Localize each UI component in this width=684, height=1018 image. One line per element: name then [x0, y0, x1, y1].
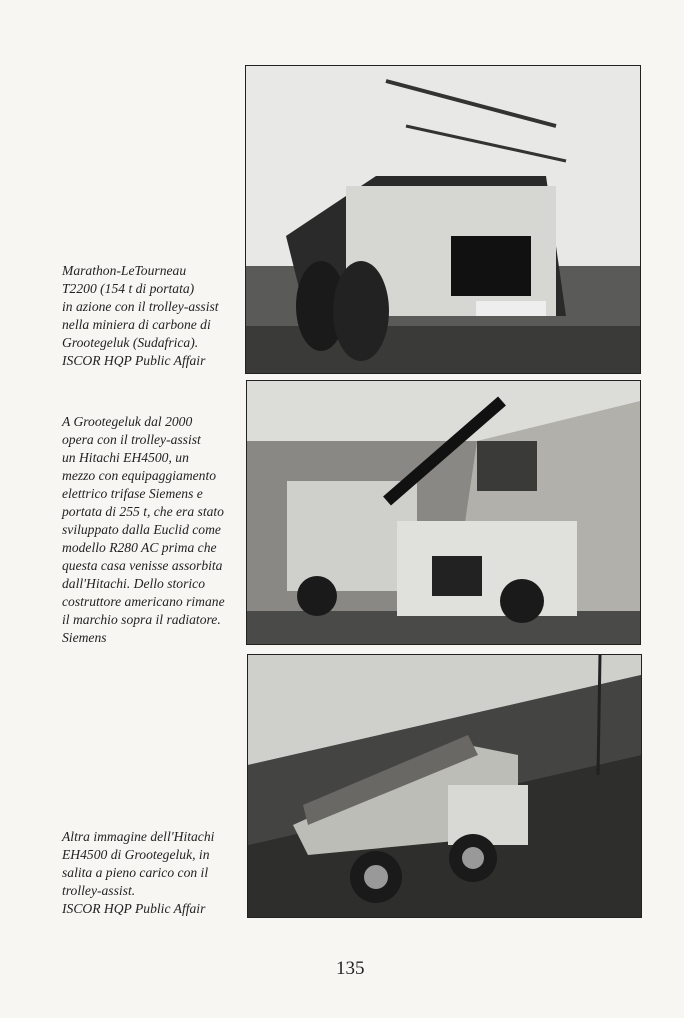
caption-3 [62, 828, 242, 918]
caption-line: un Hitachi EH4500, un [62, 450, 189, 465]
caption-line: salita a pieno carico con il [62, 865, 209, 880]
caption-line: sviluppato dalla Euclid come [62, 522, 221, 537]
photo-hitachi-eh4500-loading [246, 380, 641, 645]
caption-line: in azione con il trolley-assist [62, 299, 219, 314]
caption-line: T2200 (154 t di portata) [62, 281, 195, 296]
caption-line: dall'Hitachi. Dello storico [62, 576, 205, 591]
caption-line: opera con il trolley-assist [62, 432, 201, 447]
caption-line: costruttore americano rimane [62, 594, 225, 609]
caption-line: elettrico trifase Siemens e [62, 486, 203, 501]
caption-line: Grootegeluk (Sudafrica). [62, 335, 199, 350]
caption-line: A Grootegeluk dal 2000 [62, 414, 193, 429]
caption-line: trolley-assist. [62, 883, 136, 898]
caption-2 [62, 413, 242, 647]
caption-line: Altra immagine dell'Hitachi [62, 829, 215, 844]
caption-1 [62, 262, 242, 370]
caption-line: ISCOR HQP Public Affair [62, 353, 206, 368]
caption-line: Marathon-LeTourneau [62, 263, 187, 278]
caption-line: ISCOR HQP Public Affair [62, 901, 206, 916]
caption-line: Siemens [62, 630, 107, 645]
caption-line: portata di 255 t, che era stato [62, 504, 224, 519]
page-number: 135 [336, 958, 365, 979]
caption-line: modello R280 AC prima che [62, 540, 217, 555]
photo-trolley-truck-t2200 [245, 65, 641, 374]
caption-line: mezzo con equipaggiamento [62, 468, 217, 483]
caption-line: EH4500 di Grootegeluk, in [62, 847, 210, 862]
caption-line: questa casa venisse assorbita [62, 558, 223, 573]
photo-hitachi-eh4500-uphill [247, 654, 642, 918]
caption-line: nella miniera di carbone di [62, 317, 211, 332]
caption-line: il marchio sopra il radiatore. [62, 612, 221, 627]
